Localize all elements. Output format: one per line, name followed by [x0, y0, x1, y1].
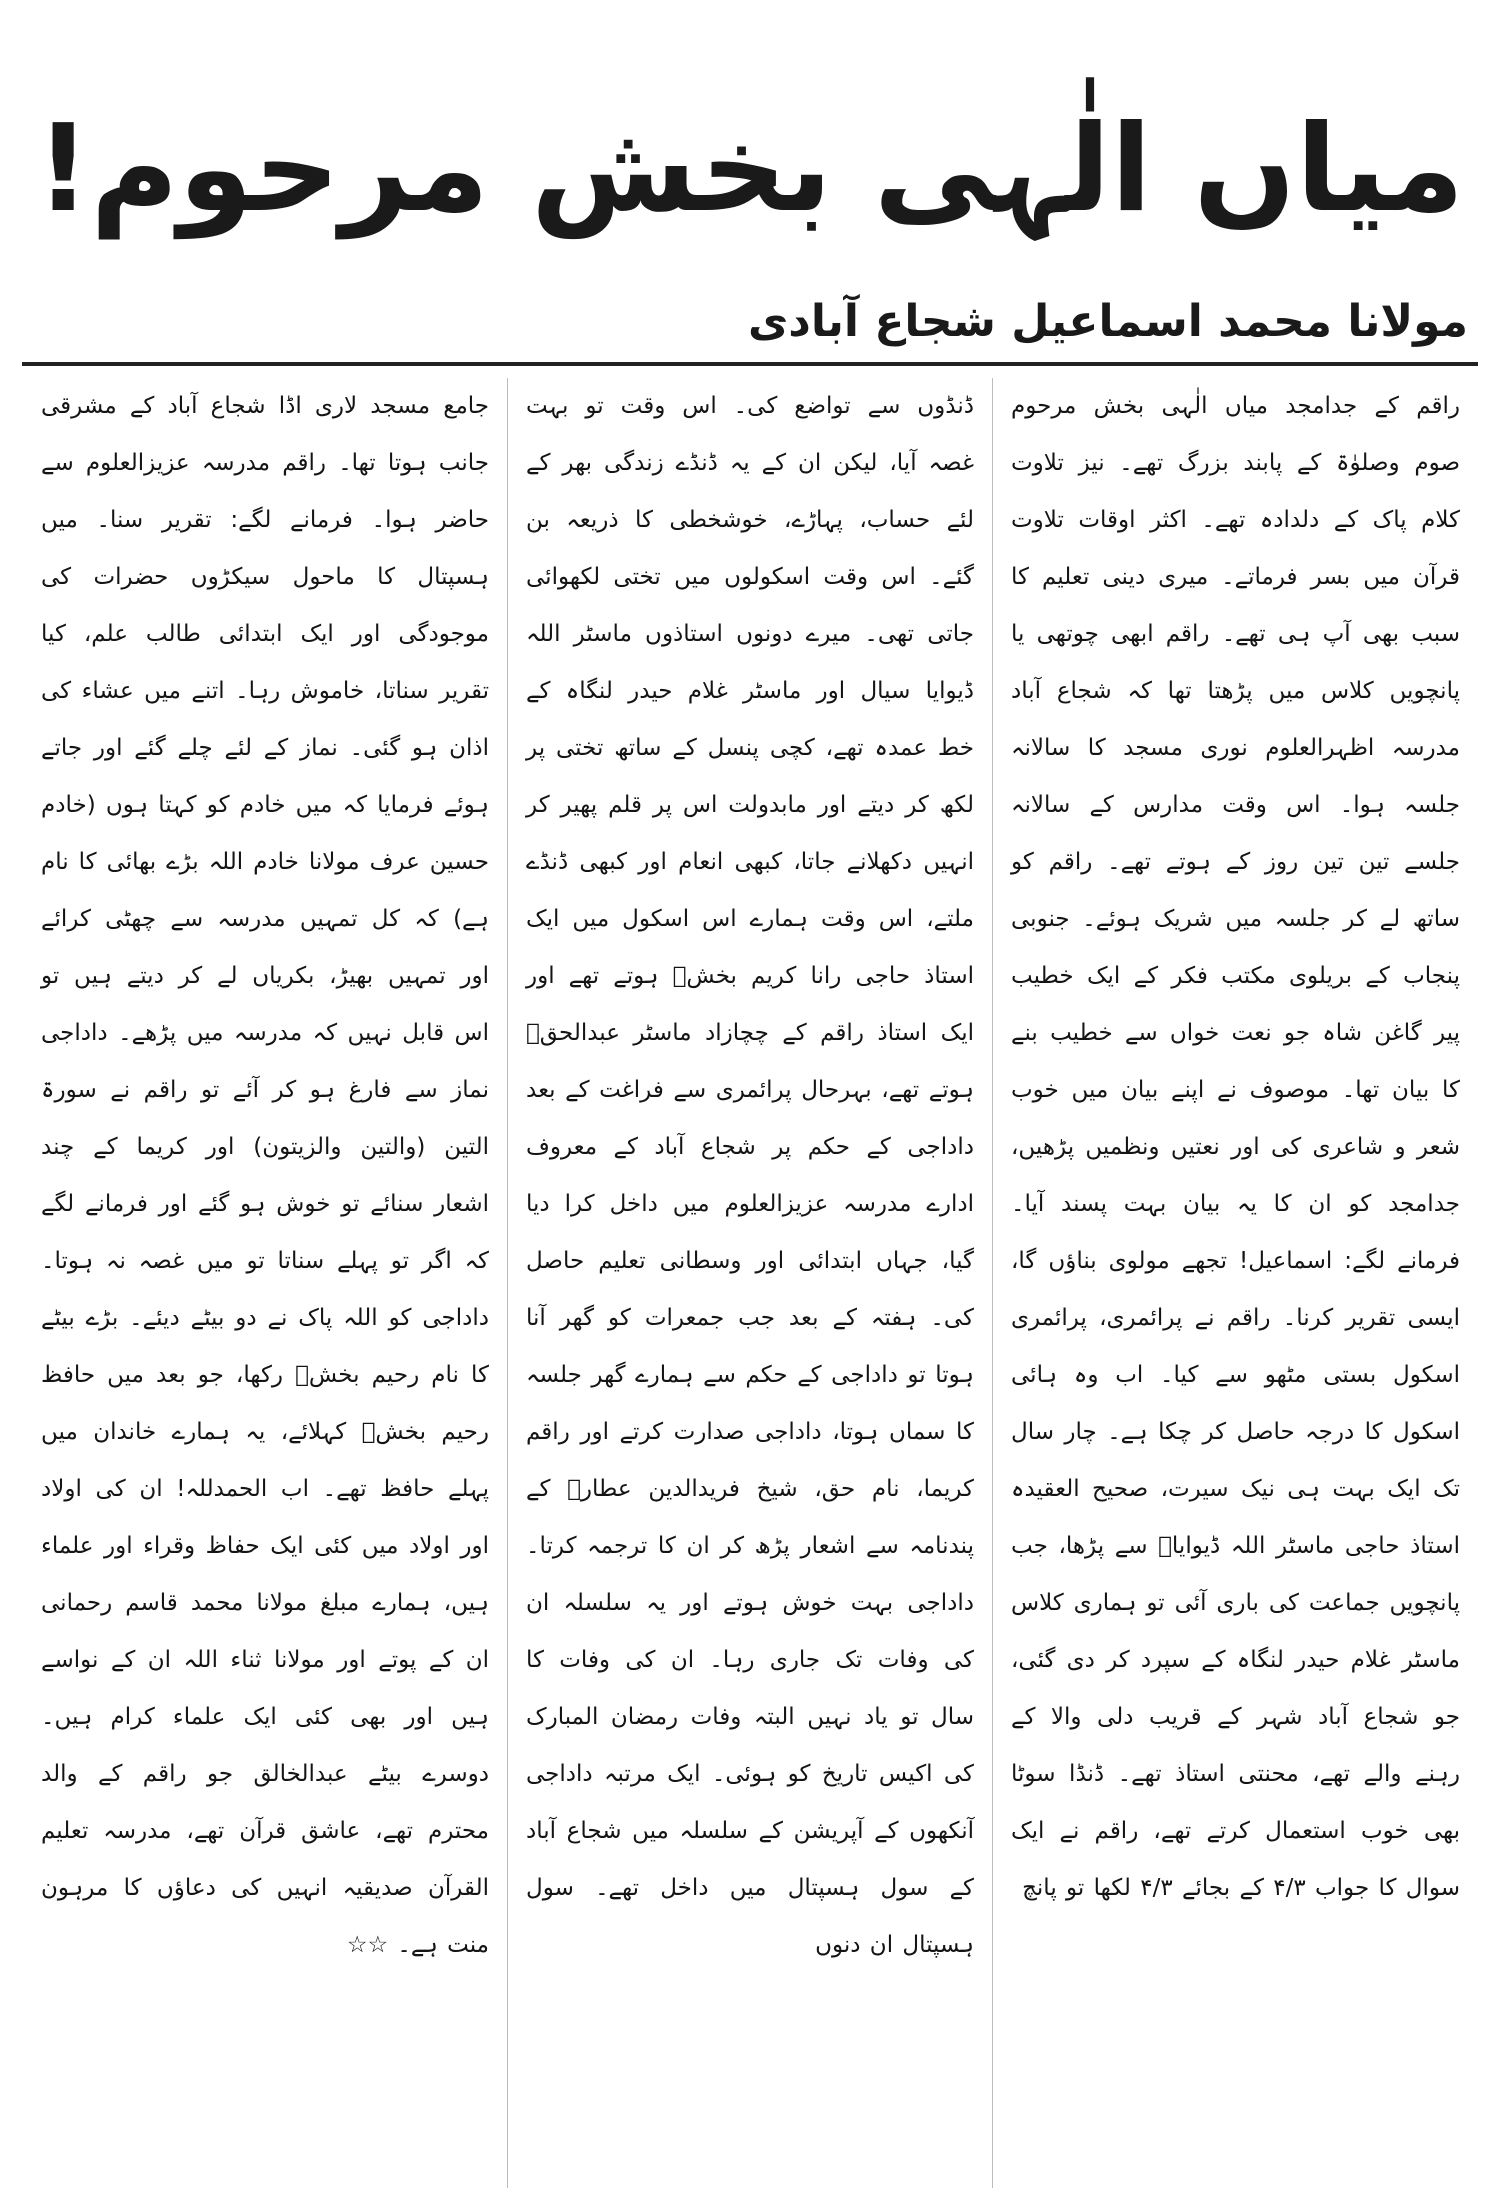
column-left: [23, 378, 508, 2188]
column-text: ڈنڈوں سے تواضع کی۔ اس وقت تو بہت غصہ آیا، لیکن ان کے یہ ڈنڈے زندگی بھر کے لئے حساب، پہاڑے، خوشخطی کا ذریعہ بن گئے۔ اس وقت اسکولوں میں تختی لکھوائی جاتی تھی۔ میرے دونوں استاذوں ماسٹر اللہ ڈیوایا سیال اور ماسٹر غلام حیدر لنگاہ کے خط عمدہ تھے، کچی پنسل کے ساتھ تختی پر لکھ کر دیتے اور مابدولت اس پر قلم پھیر کر انہیں دکھلانے جاتا، کبھی انعام اور کبھی ڈنڈے ملتے، اس وقت ہمارے اس اسکول میں ایک استاذ حاجی رانا کریم بخشؒ ہوتے تھے اور ایک استاذ راقم کے چچازاد ماسٹر عبدالحقؒ ہوتے تھے، بہرحال پرائمری سے فراغت کے بعد داداجی کے حکم پر شجاع آباد کے معروف ادارے مدرسہ عزیزالعلوم میں داخل کرا دیا گیا، جہاں ابتدائی اور وسطانی تعلیم حاصل کی۔ ہفتہ کے بعد جب جمعرات کو گھر آنا ہوتا تو داداجی کے حکم سے ہمارے گھر جلسہ کا سماں ہوتا، داداجی صدارت کرتے اور راقم کریما، نام حق، شیخ فریدالدین عطارؒ کے پندنامہ سے اشعار پڑھ کر ان کا ترجمہ کرتا۔ داداجی بہت خوش ہوتے اور یہ سلسلہ ان کی وفات تک جاری رہا۔ ان کی وفات کا سال تو یاد نہیں البتہ وفات رمضان المبارک کی اکیس تاریخ کو ہوئی۔ ایک مرتبہ داداجی آنکھوں کے آپریشن کے سلسلہ میں شجاع آباد کے سول ہسپتال میں داخل تھے۔ سول ہسپتال ان دنوں: [526, 393, 974, 1958]
header-divider: [22, 362, 1478, 366]
author-byline: مولانا محمد اسماعیل شجاع آبادی: [747, 296, 1468, 347]
column-text: راقم کے جدامجد میاں الٰہی بخش مرحوم صوم وصلوٰۃ کے پابند بزرگ تھے۔ نیز تلاوت کلام پاک کے دلدادہ تھے۔ اکثر اوقات تلاوت قرآن میں بسر فرماتے۔ میری دینی تعلیم کا سبب بھی آپ ہی تھے۔ راقم ابھی چوتھی یا پانچویں کلاس میں پڑھتا تھا کہ شجاع آباد مدرسہ اظہرالعلوم نوری مسجد کا سالانہ جلسہ ہوا۔ اس وقت مدارس کے سالانہ جلسے تین تین روز کے ہوتے تھے۔ راقم کو ساتھ لے کر جلسہ میں شریک ہوئے۔ جنوبی پنجاب کے بریلوی مکتب فکر کے ایک خطیب پیر گاغن شاہ جو نعت خواں سے خطیب بنے کا بیان تھا۔ موصوف نے اپنے بیان میں خوب شعر و شاعری کی اور نعتیں ونظمیں پڑھیں، جدامجد کو ان کا یہ بیان بہت پسند آیا۔ فرمانے لگے: اسماعیل! تجھے مولوی بناؤں گا، ایسی تقریر کرنا۔ راقم نے پرائمری، پرائمری اسکول بستی مٹھو سے کیا۔ اب وہ ہائی اسکول کا درجہ حاصل کر چکا ہے۔ چار سال تک ایک بہت ہی نیک سیرت، صحیح العقیدہ استاذ حاجی ماسٹر اللہ ڈیوایاؒ سے پڑھا، جب پانچویں جماعت کی باری آئی تو ہماری کلاس ماسٹر غلام حیدر لنگاہ کے سپرد کر دی گئی، جو شجاع آباد شہر کے قریب دلی والا کے رہنے والے تھے، محنتی استاذ تھے۔ ڈنڈا سوٹا بھی خوب استعمال کرتے تھے، راقم نے ایک سوال کا جواب ۴/۳ کے بجائے ۴/۳ لکھا تو پانچ: [1011, 393, 1460, 1901]
article-title: میاں الٰہی بخش مرحوم!: [35, 100, 1465, 239]
column-right: [993, 378, 1478, 2188]
column-text: جامع مسجد لاری اڈا شجاع آباد کے مشرقی جانب ہوتا تھا۔ راقم مدرسہ عزیزالعلوم سے حاضر ہوا۔ فرمانے لگے: تقریر سنا۔ میں ہسپتال کا ماحول سیکڑوں حضرات کی موجودگی اور ایک ابتدائی طالب علم، کیا تقریر سناتا، خاموش رہا۔ اتنے میں عشاء کی اذان ہو گئی۔ نماز کے لئے چلے گئے اور جاتے ہوئے فرمایا کہ میں خادم کو کہتا ہوں (خادم حسین عرف مولانا خادم اللہ بڑے بھائی کا نام ہے) کہ کل تمہیں مدرسہ سے چھٹی کرائے اور تمہیں بھیڑ، بکریاں لے کر دیتے ہیں تو اس قابل نہیں کہ مدرسہ میں پڑھے۔ داداجی نماز سے فارغ ہو کر آئے تو راقم نے سورۃ التین (والتین والزیتون) اور کریما کے چند اشعار سنائے تو خوش ہو گئے اور فرمانے لگے کہ اگر تو پہلے سناتا تو میں غصہ نہ ہوتا۔ داداجی کو اللہ پاک نے دو بیٹے دیئے۔ بڑے بیٹے کا نام رحیم بخشؒ رکھا، جو بعد میں حافظ رحیم بخشؒ کہلائے، یہ ہمارے خاندان میں پہلے حافظ تھے۔ اب الحمدللہ! ان کی اولاد اور اولاد میں کئی ایک حفاظ وقراء اور علماء ہیں، ہمارے مبلغ مولانا محمد قاسم رحمانی ان کے پوتے اور مولانا ثناء اللہ ان کے نواسے ہیں اور بھی کئی ایک علماء کرام ہیں۔ دوسرے بیٹے عبدالخالق جو راقم کے والد محترم تھے، عاشق قرآن تھے، مدرسہ تعلیم القرآن صدیقیہ انہیں کی دعاؤں کا مرہون منت ہے۔ ☆☆: [41, 393, 489, 1958]
article-body: [22, 378, 1478, 2188]
column-middle: [508, 378, 993, 2188]
